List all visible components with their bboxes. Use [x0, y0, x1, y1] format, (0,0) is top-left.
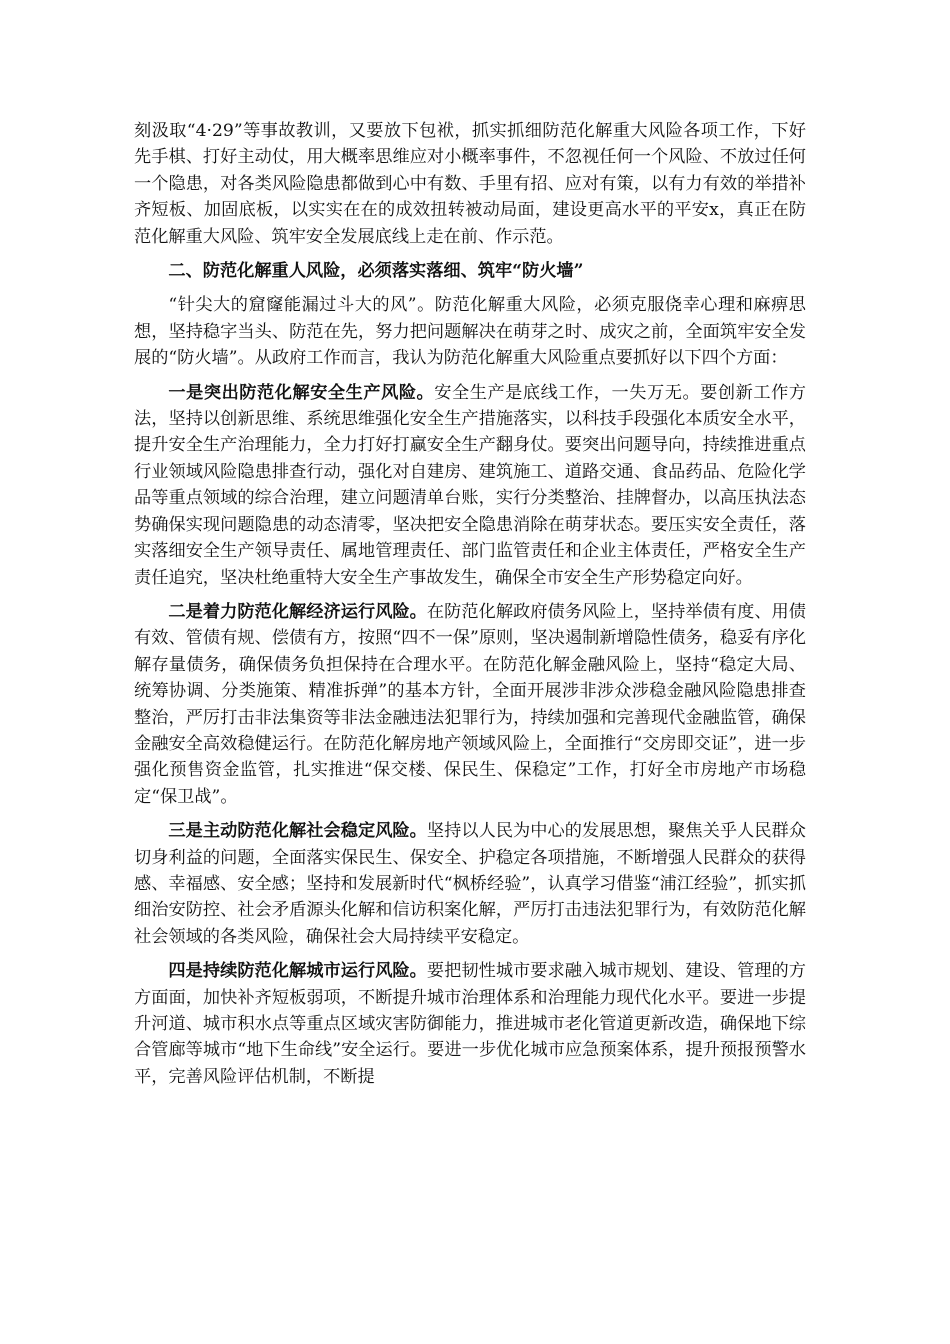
paragraph-safety-risk — [134, 380, 806, 591]
paragraph-city-risk — [134, 958, 806, 1090]
section-heading-2: 二、防范化解重人风险，必须落实落细、筑牢“防火墙” — [168, 261, 584, 282]
paragraph-lead-city: 四是持续防范化解城市运行风险。 — [168, 961, 427, 982]
paragraph-lead-social: 三是主动防范化解社会稳定风险。 — [168, 821, 427, 842]
paragraph-lead-safety: 一是突出防范化解安全生产风险。 — [168, 382, 435, 403]
document-body — [134, 118, 806, 1098]
paragraph-section-intro: “针尖大的窟窿能漏过斗大的风”。防范化解重大风险，必须克服侥幸心理和麻痹思想，坚持稳字当头、防范在先，努力把问题解决在萌芽之时、成灾之前，全面筑牢安全发展的“防火墙”。从政府工作而言，我认为防范化解重大风险重点要抓好以下四个方面： — [134, 295, 806, 369]
paragraph-body-social: 坚持以人民为中心的发展思想，聚焦关乎人民群众切身利益的问题，全面落实保民生、保安全、护稳定各项措施，不断增强人民群众的获得感、幸福感、安全感；坚持和发展新时代“枫桥经验”，认真学习借鉴“浦江经验”，抓实抓细治安防控、社会矛盾源头化解和信访积案化解，严厉打击违法犯罪行为，有效防范化解社会领域的各类风险，确保社会大局持续平安稳定。 — [134, 821, 806, 947]
paragraph-social-risk — [134, 818, 806, 950]
paragraph-body-safety: 安全生产是底线工作，一失万无。要创新工作方法，坚持以创新思维、系统思维强化安全生产措施落实，以科技手段强化本质安全水平，提升安全生产治理能力，全力打好打赢安全生产翻身仗。要突出问题导向，持续推进重点行业领域风险隐患排查行动，强化对自建房、建筑施工、道路交通、食品药品、危险化学品等重点领域的综合治理，建立问题清单台账，实行分类整治、挂牌督办，以高压执法态势确保实现问题隐患的动态清零，坚决把安全隐患消除在萌芽状态。要压实安全责任，落实落细安全生产领导责任、属地管理责任、部门监管责任和企业主体责任，严格安全生产责任追究，坚决杜绝重特大安全生产事故发生，确保全市安全生产形势稳定向好。 — [134, 382, 806, 588]
paragraph-lead-economic: 二是着力防范化解经济运行风险。 — [168, 601, 427, 622]
paragraph-economic-risk — [134, 599, 806, 810]
paragraph-intro-continuation: 刻汲取“4·29”等事故教训，又要放下包袱，抓实抓细防范化解重大风险各项工作，下好先手棋、打好主动仗，用大概率思维应对小概率事件，不忽视任何一个风险、不放过任何一个隐患，对各类风险隐患都做到心中有数、手里有招、应对有策，以有力有效的举措补齐短板、加固底板，以实实在在的成效扭转被动局面，建设更高水平的平安x，真正在防范化解重大风险、筑牢安全发展底线上走在前、作示范。 — [134, 121, 806, 247]
paragraph-body-economic: 在防范化解政府债务风险上，坚持举债有度、用债有效、管债有规、偿债有方，按照“四不一保”原则，坚决遏制新增隐性债务，稳妥有序化解存量债务，确保债务负担保持在合理水平。在防范化解金融风险上，坚持“稳定大局、统筹协调、分类施策、精准拆弹”的基本方针，全面开展涉非涉众涉稳金融风险隐患排查整治，严厉打击非法集资等非法金融违法犯罪行为，持续加强和完善现代金融监管，确保金融安全高效稳健运行。在防范化解房地产领域风险上，全面推行“交房即交证”，进一步强化预售资金监管，扎实推进“保交楼、保民生、保稳定”工作，打好全市房地产市场稳定“保卫战”。 — [134, 601, 806, 807]
paragraph-body-city: 要把韧性城市要求融入城市规划、建设、管理的方方面面，加快补齐短板弱项，不断提升城市治理体系和治理能力现代化水平。要进一步提升河道、城市积水点等重点区域灾害防御能力，推进城市老化管道更新改造，确保地下综合管廊等城市“地下生命线”安全运行。要进一步优化城市应急预案体系，提升预报预警水平，完善风险评估机制，不断提 — [134, 961, 806, 1087]
